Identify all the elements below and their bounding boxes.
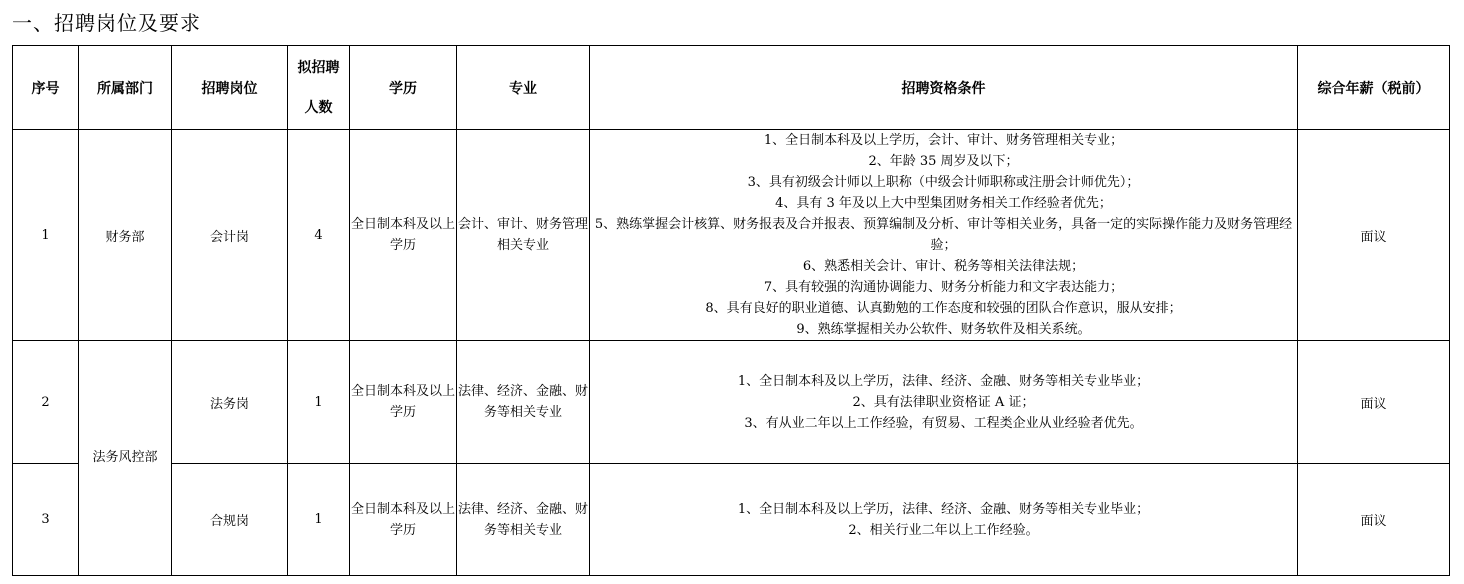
recruitment-table [12,45,1450,576]
table-row [13,464,1450,576]
header-seq: 序号 [13,46,79,130]
cell-position: 会计岗 [172,130,288,341]
cell-education: 全日制本科及以上学历 [350,341,457,464]
cell-count: 1 [288,464,350,576]
table-row [13,130,1450,341]
condition-item: 1、全日制本科及以上学历，会计、审计、财务管理相关专业； [763,133,1124,148]
condition-item: 9、熟练掌握相关办公软件、财务软件及相关系统。 [796,322,1091,337]
header-row [13,46,1450,130]
cell-salary: 面议 [1298,130,1450,341]
page-title: 一、招聘岗位及要求 [12,11,201,35]
cell-conditions [590,130,1298,341]
cell-count: 4 [288,130,350,341]
condition-item: 8、具有良好的职业道德、认真勤勉的工作态度和较强的团队合作意识，服从安排； [705,301,1182,316]
condition-item: 2、具有法律职业资格证 A 证； [852,394,1035,410]
cell-conditions [590,464,1298,576]
condition-item: 1、全日制本科及以上学历，法律、经济、金融、财务等相关专业毕业； [737,501,1150,517]
cell-conditions [590,341,1298,464]
condition-item: 2、年龄 35 周岁及以下； [868,154,1019,169]
header-position: 招聘岗位 [172,46,288,130]
header-education: 学历 [350,46,457,130]
condition-item: 3、具有初级会计师以上职称（中级会计师职称或注册会计师优先）； [747,175,1140,190]
cell-seq: 2 [13,341,79,464]
header-department: 所属部门 [79,46,172,130]
cell-salary: 面议 [1298,341,1450,464]
cell-position: 法务岗 [172,341,288,464]
condition-item: 1、全日制本科及以上学历，法律、经济、金融、财务等相关专业毕业； [737,373,1150,389]
header-major: 专业 [457,46,590,130]
condition-item: 2、相关行业二年以上工作经验。 [848,522,1039,538]
cell-salary: 面议 [1298,464,1450,576]
condition-item: 4、具有 3 年及以上大中型集团财务相关工作经验者优先； [775,196,1112,211]
cell-position: 合规岗 [172,464,288,576]
header-count-line1: 拟招聘 [297,59,340,76]
header-salary: 综合年薪（税前） [1298,46,1450,130]
cell-count: 1 [288,341,350,464]
header-conditions: 招聘资格条件 [590,46,1298,130]
cell-education: 全日制本科及以上学历 [350,130,457,341]
table-row [13,341,1450,464]
cell-education: 全日制本科及以上学历 [350,464,457,576]
cell-department: 财务部 [79,130,172,341]
condition-item: 3、有从业二年以上工作经验，有贸易、工程类企业从业经验者优先。 [744,415,1143,431]
condition-item: 6、熟悉相关会计、审计、税务等相关法律法规； [802,259,1085,274]
header-count-line2: 人数 [304,99,333,116]
cell-major: 法律、经济、金融、财务等相关专业 [457,464,590,576]
cell-seq: 3 [13,464,79,576]
condition-item: 7、具有较强的沟通协调能力、财务分析能力和文字表达能力； [763,280,1124,295]
cell-seq: 1 [13,130,79,341]
condition-item: 5、熟练掌握会计核算、财务报表及合并报表、预算编制及分析、审计等相关业务，具备一定的实际操作能力及财务管理经验； [594,217,1293,253]
cell-major: 会计、审计、财务管理相关专业 [457,130,590,341]
cell-major: 法律、经济、金融、财务等相关专业 [457,341,590,464]
cell-department: 法务风控部 [79,341,172,576]
header-count [288,46,350,130]
